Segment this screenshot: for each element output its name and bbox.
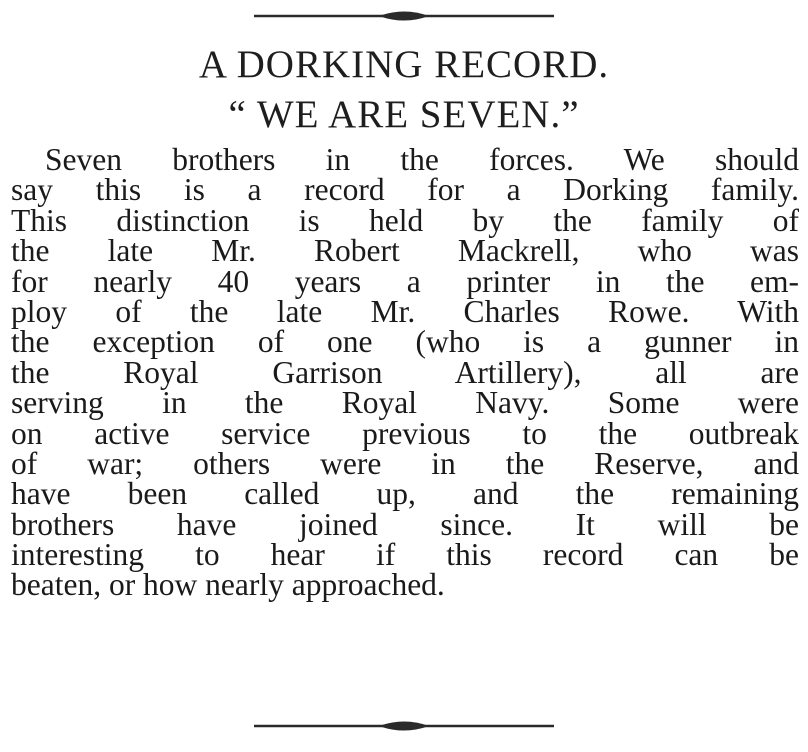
article-line: brothers have joined since. It will be [11, 506, 799, 542]
ornament-rule-icon [254, 718, 554, 734]
article-line: for nearly 40 years a printer in the em- [11, 263, 799, 299]
article-line: say this is a record for a Dorking family. [11, 172, 799, 208]
top-ornamental-rule [254, 8, 554, 24]
article-line: serving in the Royal Navy. Some were [11, 385, 799, 421]
article-line: beaten, or how nearly approached. [11, 567, 445, 603]
article-line: the exception of one (who is a gunner in [11, 324, 799, 360]
article-line: have been called up, and the remaining [11, 476, 799, 512]
article-line: This distinction is held by the family of [11, 202, 799, 238]
article-line: on active service previous to the outbreak [11, 415, 799, 451]
headline: A DORKING RECORD. [198, 43, 610, 86]
article-line: Seven brothers in the forces. We should [45, 142, 799, 177]
article-line: interesting to hear if this record can be [11, 537, 799, 573]
article-line: the late Mr. Robert Mackrell, who was [11, 233, 799, 269]
article-line: of war; others were in the Reserve, and [11, 445, 799, 481]
article-body [11, 142, 799, 603]
subheadline: “ WE ARE SEVEN.” [228, 93, 580, 136]
article-line: the Royal Garrison Artillery), all are [11, 354, 799, 390]
ornament-rule-icon [254, 8, 554, 24]
bottom-ornamental-rule [254, 718, 554, 734]
article-line: ploy of the late Mr. Charles Rowe. With [11, 293, 799, 329]
